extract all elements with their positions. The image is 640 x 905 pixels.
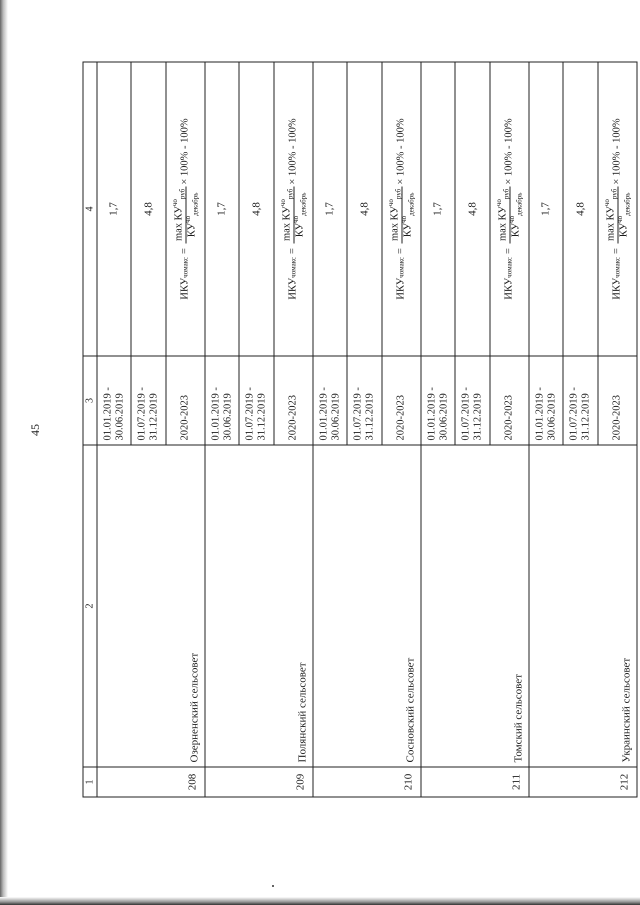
formula-cell	[598, 62, 637, 356]
period-cell: 01.07.2019 - 31.12.2019	[131, 356, 166, 445]
settlement-name: Озерненский сельсовет	[97, 445, 205, 767]
period-cell: 2020-2023	[490, 356, 529, 445]
index-value: 1,7	[529, 62, 563, 356]
index-value: 1,7	[97, 62, 131, 356]
formula-num-sub: руб	[394, 188, 403, 199]
table-row	[421, 62, 455, 797]
formula-denominator	[291, 190, 307, 239]
index-value: 4,8	[131, 62, 166, 356]
formula-num: max КУ	[497, 205, 509, 241]
formula-den: КУ	[185, 222, 197, 237]
formula-lhs: ИКУ	[395, 277, 407, 300]
formula-num-sup: чо	[386, 198, 395, 206]
formula-num-sup: чо	[494, 198, 503, 206]
max-index-formula: ИКУ чо макс = $\max КУ^{чо}_{руб}$ $КУ^{чо}_{декабрь}$ × 100% - 100%	[386, 117, 415, 300]
max-index-formula: ИКУ чо макс = $\max КУ^{чо}_{руб}$ $КУ^{чо}_{декабрь}$ × 100% - 100%	[602, 117, 631, 300]
row-number: 210	[313, 767, 421, 797]
formula-num-sub: руб	[502, 188, 511, 199]
row-number: 208	[97, 767, 205, 797]
formula-fraction	[602, 186, 631, 242]
formula-den-sup: чо	[615, 215, 623, 223]
formula-numerator	[170, 186, 187, 242]
formula-lhs: ИКУ	[611, 277, 623, 300]
formula-fraction	[170, 186, 199, 242]
header-row	[83, 62, 97, 797]
formula-numerator	[494, 186, 511, 242]
formula-lhs: ИКУ	[179, 277, 191, 300]
formula-equals: =	[179, 247, 191, 254]
header-col-4: 4	[83, 62, 97, 356]
index-value: 4,8	[347, 62, 382, 356]
formula-fraction	[278, 186, 307, 242]
period-cell: 01.07.2019 - 31.12.2019	[455, 356, 490, 445]
period-cell: 01.07.2019 - 31.12.2019	[563, 356, 598, 445]
formula-den: КУ	[509, 222, 521, 237]
period-cell: 01.01.2019 - 30.06.2019	[205, 356, 239, 445]
formula-denominator	[615, 190, 631, 239]
formula-num-sub: руб	[286, 188, 295, 199]
page-number: 45	[28, 424, 42, 436]
index-value: 1,7	[313, 62, 347, 356]
formula-den-sub: декабрь	[406, 192, 415, 216]
period-cell: 01.01.2019 - 30.06.2019	[421, 356, 455, 445]
settlement-name: Сосновский сельсовет	[313, 445, 421, 767]
row-number: 212	[529, 767, 637, 797]
formula-num-sup: чо	[602, 198, 611, 206]
formula-num: max КУ	[281, 205, 293, 241]
settlement-name: Полянский сельсовет	[205, 445, 313, 767]
formula-den: КУ	[293, 222, 305, 237]
formula-numerator	[278, 186, 295, 242]
formula-den-sup: чо	[399, 215, 407, 223]
formula-cell	[382, 62, 421, 356]
formula-fraction	[386, 186, 415, 242]
formula-lhs: ИКУ	[287, 277, 299, 300]
tariff-table	[82, 61, 637, 797]
formula-numerator	[386, 186, 403, 242]
formula-denominator	[399, 190, 415, 239]
max-index-formula: ИКУ чо макс = $\max КУ^{чо}_{руб}$ $КУ^{чо}_{декабрь}$ × 100% - 100%	[170, 117, 199, 300]
max-index-formula: ИКУ чо макс = $\max КУ^{чо}_{руб}$ $КУ^{чо}_{декабрь}$ × 100% - 100%	[494, 117, 523, 300]
period-cell: 2020-2023	[274, 356, 313, 445]
period-cell: 2020-2023	[166, 356, 205, 445]
row-number: 209	[205, 767, 313, 797]
index-value: 4,8	[563, 62, 598, 356]
table-row	[529, 62, 563, 797]
period-cell: 01.01.2019 - 30.06.2019	[313, 356, 347, 445]
header-col-1: 1	[83, 767, 97, 797]
period-cell: 2020-2023	[382, 356, 421, 445]
max-index-formula: ИКУ чо макс = $\max КУ^{чо}_{руб}$ $КУ^{чо}_{декабрь}$ × 100% - 100%	[278, 117, 307, 300]
scan-bottom-shadow	[0, 897, 640, 905]
formula-den-sub: декабрь	[514, 192, 523, 216]
formula-equals: =	[611, 247, 623, 254]
table-row	[97, 62, 131, 797]
row-number: 211	[421, 767, 529, 797]
formula-tail: × 100% - 100%	[611, 117, 623, 185]
period-cell: 01.01.2019 - 30.06.2019	[529, 356, 563, 445]
formula-den-sub: декабрь	[298, 192, 307, 216]
period-cell: 01.07.2019 - 31.12.2019	[239, 356, 274, 445]
formula-den: КУ	[617, 222, 629, 237]
formula-den: КУ	[401, 222, 413, 237]
formula-fraction	[494, 186, 523, 242]
period-cell: 01.07.2019 - 31.12.2019	[347, 356, 382, 445]
formula-den-sup: чо	[507, 215, 515, 223]
formula-denominator	[507, 190, 523, 239]
formula-lhs: ИКУ	[503, 277, 515, 300]
period-cell: 2020-2023	[598, 356, 637, 445]
index-value: 4,8	[239, 62, 274, 356]
formula-tail: × 100% - 100%	[503, 117, 515, 185]
table-row	[313, 62, 347, 797]
formula-den-sub: декабрь	[622, 192, 631, 216]
formula-tail: × 100% - 100%	[287, 117, 299, 185]
formula-den-sub: декабрь	[190, 192, 199, 216]
settlement-name: Украинский сельсовет	[529, 445, 637, 767]
formula-num-sup: чо	[170, 198, 179, 206]
formula-cell	[274, 62, 313, 356]
formula-num: max КУ	[389, 205, 401, 241]
period-cell: 01.01.2019 - 30.06.2019	[97, 356, 131, 445]
formula-den-sup: чо	[291, 215, 299, 223]
formula-denominator	[183, 190, 199, 239]
header-col-2: 2	[83, 445, 97, 767]
scan-speck	[272, 885, 274, 887]
tariff-table-rotated	[82, 62, 632, 797]
formula-equals: =	[503, 247, 515, 254]
scan-edge-shadow	[0, 0, 8, 905]
table-row	[205, 62, 239, 797]
formula-cell	[166, 62, 205, 356]
formula-num-sub: руб	[610, 188, 619, 199]
formula-num: max КУ	[173, 205, 185, 241]
formula-tail: × 100% - 100%	[179, 117, 191, 185]
formula-equals: =	[287, 247, 299, 254]
formula-num: max КУ	[605, 205, 617, 241]
formula-num-sub: руб	[178, 188, 187, 199]
formula-num-sup: чо	[278, 198, 287, 206]
index-value: 1,7	[421, 62, 455, 356]
formula-equals: =	[395, 247, 407, 254]
formula-cell	[490, 62, 529, 356]
formula-tail: × 100% - 100%	[395, 117, 407, 185]
formula-numerator	[602, 186, 619, 242]
header-col-3: 3	[83, 356, 97, 445]
formula-den-sup: чо	[183, 215, 191, 223]
index-value: 4,8	[455, 62, 490, 356]
index-value: 1,7	[205, 62, 239, 356]
settlement-name: Томский сельсовет	[421, 445, 529, 767]
